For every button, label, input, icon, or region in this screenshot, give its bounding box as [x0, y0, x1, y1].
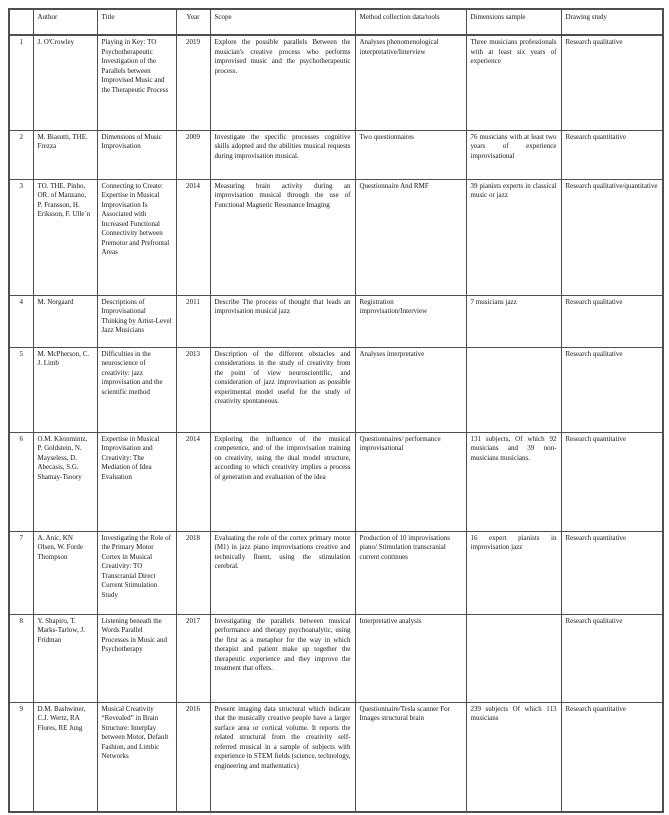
cell-year: 2011: [176, 295, 210, 347]
cell-author: M. McPherson, C. J. Limb: [33, 347, 97, 432]
cell-method: Registration improvisation/Interview: [355, 295, 466, 347]
cell-method: Questionnaires/ performance improvisational: [355, 432, 466, 531]
cell-number: 4: [9, 295, 33, 347]
column-header-year: Year: [176, 9, 210, 35]
cell-dimensions: 239 subjects Of which 113 musicians: [466, 702, 561, 812]
cell-author: Y. Shapiro, T. Marks-Tarlow, J. Fridman: [33, 614, 97, 702]
cell-number: 5: [9, 347, 33, 432]
header-row: [9, 9, 663, 35]
cell-drawing: Research qualitative: [561, 614, 663, 702]
table-row: [9, 179, 663, 295]
column-header-drawing: Drawing study: [561, 9, 663, 35]
cell-author: M. Biasutti, THE. Frezza: [33, 130, 97, 179]
cell-number: 9: [9, 702, 33, 812]
cell-year: 2009: [176, 130, 210, 179]
table-row: [9, 432, 663, 531]
cell-method: Two questionnaires: [355, 130, 466, 179]
literature-review-table: [8, 8, 664, 813]
cell-drawing: Research qualitative: [561, 295, 663, 347]
cell-author: O.M. Kleinmintz, P. Goldstein, N. Mayseless, D. Abecasis, S.G. Shamay-Tsoory: [33, 432, 97, 531]
cell-author: A. Anic, KN Olsen, W. Forde Thompson: [33, 531, 97, 614]
column-header-scope: Scope: [210, 9, 355, 35]
cell-title: Investigating the Role of the Primary Motor Cortex in Musical Creativity: TO Transcranial Direct Current Stimulation Study: [97, 531, 176, 614]
column-header-dimensions: Dimensions sample: [466, 9, 561, 35]
cell-dimensions: 39 pianists experts in classical music or jazz: [466, 179, 561, 295]
table-row: [9, 35, 663, 130]
cell-dimensions: 7 musicians jazz: [466, 295, 561, 347]
table-row: [9, 702, 663, 812]
cell-number: 8: [9, 614, 33, 702]
cell-scope: Exploring the influence of the musical competence, and of the improvisation training on creativity, using the dual model structure, according to which creativity implies a process of generation and evaluation of the idea: [210, 432, 355, 531]
table-row: [9, 347, 663, 432]
cell-method: Production of 10 improvisations piano/ Stimulation transcranial current continues: [355, 531, 466, 614]
cell-author: M. Norgaard: [33, 295, 97, 347]
cell-title: Playing in Key: TO Psychotherapeutic Investigation of the Parallels between Improvised Music and the Therapeutic Process: [97, 35, 176, 130]
cell-year: 2013: [176, 347, 210, 432]
cell-author: TO. THE. Pinho, OR. of Manzano, P. Fransson, H. Eriksson, F. Ulle´n: [33, 179, 97, 295]
cell-method: Analyses phenomenological interpretative/Interview: [355, 35, 466, 130]
table-row: [9, 614, 663, 702]
cell-number: 3: [9, 179, 33, 295]
cell-number: 2: [9, 130, 33, 179]
cell-drawing: Research qualitative: [561, 35, 663, 130]
cell-author: J. O'Crowley: [33, 35, 97, 130]
cell-year: 2016: [176, 702, 210, 812]
cell-dimensions: 76 musicians with at least two years of experience improvisational: [466, 130, 561, 179]
cell-drawing: Research qualitative/quantitative: [561, 179, 663, 295]
cell-year: 2018: [176, 531, 210, 614]
cell-author: D.M. Bashwiner, C.J. Wertz, RA Flores, RE Jung: [33, 702, 97, 812]
cell-year: 2019: [176, 35, 210, 130]
cell-scope: Explore the possible parallels Between the musician's creative process who performs improvised music and the psychotherapeutic process.: [210, 35, 355, 130]
table-row: [9, 531, 663, 614]
cell-dimensions: [466, 347, 561, 432]
cell-year: 2014: [176, 179, 210, 295]
cell-drawing: Research quantitative: [561, 432, 663, 531]
cell-scope: Evaluating the role of the cortex primary motor (M1) in jazz piano improvisations creative and technically fluent, using the stimulation cerebral.: [210, 531, 355, 614]
cell-title: Dimensions of Music Improvisation: [97, 130, 176, 179]
cell-method: Questionnaire/Tesla scanner For Images structural brain: [355, 702, 466, 812]
cell-year: 2014: [176, 432, 210, 531]
cell-number: 7: [9, 531, 33, 614]
cell-drawing: Research quantitative: [561, 702, 663, 812]
cell-title: Descriptions of Improvisational Thinking by Artist-Level Jazz Musicians: [97, 295, 176, 347]
cell-scope: Present imaging data structural which indicate that the musically creative people have a larger surface area or cortical volume. It reports the related structural from the creativity self-referred musical in a sample of subjects with experience in STEM fields (science, technology, engineering and mathematics): [210, 702, 355, 812]
cell-title: Expertise in Musical Improvisation and Creativity: The Mediation of Idea Evaluation: [97, 432, 176, 531]
cell-scope: Measuring brain activity during an improvisation musical through the use of Functional Magnetic Resonance Imaging: [210, 179, 355, 295]
cell-drawing: Research quantitative: [561, 130, 663, 179]
cell-scope: Investigate the specific processes cognitive skills adopted and the abilities musical requests during improvisation musical.: [210, 130, 355, 179]
cell-dimensions: Three musicians professionals with at least six years of experience: [466, 35, 561, 130]
cell-title: Difficulties in the neuroscience of creativity: jazz improvisation and the scientific method: [97, 347, 176, 432]
cell-scope: Investigating the parallels between musical performance and therapy psychoanalytic, using the first as a metaphor for the way in which therapist and patient make up together the therapeutic experience and they improve the treatment that offers.: [210, 614, 355, 702]
cell-scope: Describe The process of thought that leads an improvisation musical jazz: [210, 295, 355, 347]
cell-dimensions: [466, 614, 561, 702]
cell-dimensions: 16 expert pianists in improvisation jazz: [466, 531, 561, 614]
column-header-number: [9, 9, 33, 35]
cell-number: 1: [9, 35, 33, 130]
cell-drawing: Research quantitative: [561, 531, 663, 614]
cell-method: Analyses interpretative: [355, 347, 466, 432]
cell-method: Interpretative analysis: [355, 614, 466, 702]
cell-title: Listening beneath the Words Parallel Processes in Music and Psychotherapy: [97, 614, 176, 702]
table-row: [9, 295, 663, 347]
cell-number: 6: [9, 432, 33, 531]
column-header-title: Title: [97, 9, 176, 35]
cell-title: Musical Creativity “Revealed” in Brain Structure: Interplay between Motor, Default Fashion, and Limbic Networks: [97, 702, 176, 812]
cell-year: 2017: [176, 614, 210, 702]
column-header-author: Author: [33, 9, 97, 35]
cell-drawing: Research qualitative: [561, 347, 663, 432]
cell-title: Connecting to Create: Expertise in Musical Improvisation Is Associated with Increased Functional Connectivity between Premotor and Prefrontal Areas: [97, 179, 176, 295]
table-row: [9, 130, 663, 179]
column-header-method: Method collection data/tools: [355, 9, 466, 35]
cell-method: Questionnaire And RMF: [355, 179, 466, 295]
cell-scope: Description of the different obstacles and considerations in the study of creativity from the point of view neuroscientific, and consideration of jazz improvisation as possible experimental model useful for the study of creativity spontaneous.: [210, 347, 355, 432]
cell-dimensions: 131 subjects, Of which 92 musicians and 39 non-musicians musicians.: [466, 432, 561, 531]
